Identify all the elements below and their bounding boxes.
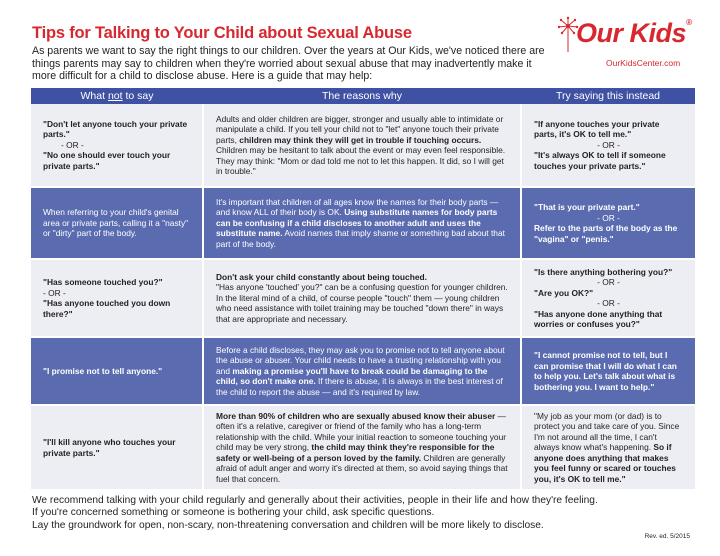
page-title: Tips for Talking to Your Child about Sexual Abuse [32, 24, 412, 42]
footer-text [32, 495, 692, 532]
cell-try-instead [521, 104, 695, 187]
quote-text: "Has someone touched you?" [43, 277, 163, 287]
reason-emphasis: children may think they will get in trouble if touching occurs. [239, 134, 482, 145]
or-divider: - OR - [597, 139, 620, 150]
reason-text: Children may be hesitant to talk about the event or may even feel responsible. They may think: "Mom or dad told me not to let this happen. It did, so I will get in trouble." [216, 145, 506, 176]
or-divider: - OR - [597, 277, 620, 287]
reason-emphasis: Don't ask your child constantly about being touched. [216, 271, 427, 282]
quote-text: "No one should ever touch your private parts." [43, 150, 171, 171]
table-header-row [31, 88, 695, 104]
cell-reason [203, 337, 521, 405]
cell-try-instead [521, 405, 695, 490]
cell-try-instead [521, 337, 695, 405]
cell-what-not-to-say [31, 104, 203, 187]
or-divider: - OR - [43, 287, 66, 298]
logo-url-link[interactable]: OurKidsCenter.com [606, 58, 681, 68]
header [32, 24, 552, 83]
cell-reason [203, 104, 521, 187]
reason-emphasis: More than 90% of children who are sexually abused know their abuser [216, 410, 496, 421]
reason-emphasis: the child may think they're responsible for the safety or well-being of a person loved by the family. [216, 442, 495, 463]
footer-line: If you're concerned something or someone is bothering your child, ask specific questions. [32, 507, 435, 519]
cell-reason [203, 259, 521, 337]
reason-text: Before a child discloses, they may ask you to promise not to tell anyone about the abuse or abuser. Your child needs to have a trusting relationship with you and [216, 344, 505, 376]
suggestion-text: "Is there anything bothering you?" [534, 266, 673, 277]
registered-mark: ® [686, 18, 692, 27]
cell-try-instead [521, 259, 695, 337]
reason-text: If there is abuse, it is always in the best interest of the child to report the abuse — and it's required by law. [216, 376, 503, 397]
header-what-not-to-say [31, 88, 203, 104]
logo-word-text: Our Kids [576, 18, 687, 48]
suggestion-text: "I cannot promise not to tell, but I can promise that I will do what I can to help you. Let's talk about what is bothering you. I want to help." [534, 350, 677, 392]
quote-text: When referring to your child's genital area or private parts, calling it a "nasty" or "dirty" part of the body. [43, 207, 189, 239]
suggestion-text: "My job as your mom (or dad) is to protect you and take care of you. Since I'm not around all the time, I can't always know what's happening. [534, 410, 680, 453]
reason-text: It's important that children of all ages know the names for their body parts — and know ALL of their body is OK. [216, 196, 499, 218]
header-try-instead: Try saying this instead [521, 88, 695, 104]
cell-what-not-to-say [31, 405, 203, 490]
quote-text: "I'll kill anyone who touches your private parts." [43, 437, 176, 458]
table-row [31, 405, 695, 490]
intro-paragraph: As parents we want to say the right things to our children. Over the years at Our Kids, we've noticed there are things parents may say to children when they're worried about sexual abuse that may inadvertently make it more difficult for a child to disclose abuse. Here is a guide that may help: [32, 45, 545, 83]
header-suffix: to say [122, 90, 154, 102]
suggestion-text: "Are you OK?" [534, 287, 594, 298]
table-row [31, 337, 695, 405]
reason-text: Avoid names that imply shame or something bad about that part of the body. [216, 228, 505, 249]
header-reasons-why: The reasons why [203, 88, 521, 104]
reason-text: "Has anyone 'touched' you?" can be a confusing question for younger children. In the literal mind of a child, of course people "touch" them — young children who need assistance with toilet training may be touched "down there" in ways that are appropriate and necessary. [216, 282, 508, 324]
revision-note: Rev. ed. 5/2015 [644, 533, 690, 540]
footer-line: Lay the groundwork for open, non-scary, non-threatening conversation and children will be more likely to disclose. [32, 519, 544, 531]
table-row [31, 104, 695, 187]
quote-text: "Don't let anyone touch your private parts." [43, 118, 188, 140]
reason-text: Children are generally afraid of adult anger and worry it's directed at them, so avoid saying things that fuel that concern. [216, 452, 508, 484]
header-prefix: What [80, 90, 108, 102]
or-divider: - OR - [597, 212, 620, 223]
or-divider: - OR - [597, 298, 620, 308]
suggestion-text: "If anyone touches your private parts, it's OK to tell me." [534, 118, 660, 140]
suggestion-text: "Has anyone done anything that worries or confuses you?" [534, 308, 663, 329]
or-divider: - OR - [61, 139, 84, 150]
footer-line: We recommend talking with your child regularly and generally about their activities, people in their life and how they're feeling. [32, 495, 598, 506]
cell-what-not-to-say [31, 259, 203, 337]
cell-reason [203, 187, 521, 259]
reason-text: — often it's a relative, caregiver or friend of the family who has a long-term relationship with the child. While your initial reaction to someone touching your child may be very strong, [216, 410, 507, 453]
cell-try-instead [521, 187, 695, 259]
reason-emphasis: Using substitute names for body parts can be confusing if a child discloses to another adult and uses the substitute name. [216, 207, 498, 239]
cell-what-not-to-say [31, 337, 203, 405]
suggestion-emphasis: So if anyone does anything that makes you feel funny or scared or touches you, it's OK to tell me." [534, 442, 676, 484]
suggestion-text: "That is your private part." [534, 202, 640, 212]
cell-what-not-to-say [31, 187, 203, 259]
reason-text: Adults and older children are bigger, stronger and usually able to intimidate or manipulate a child. If you tell your child not to "let" anyone touch their private parts, [216, 113, 504, 145]
suggestion-text: "It's always OK to tell if someone touches your private parts." [534, 150, 666, 171]
table-row [31, 259, 695, 337]
tips-table [31, 88, 695, 491]
logo-wordmark [576, 18, 691, 49]
suggestion-text: Refer to the parts of the body as the "vagina" or "penis." [534, 223, 678, 244]
quote-text: "Has anyone touched you down there?" [43, 298, 171, 319]
header-not-underlined: not [107, 90, 123, 102]
cell-reason [203, 405, 521, 490]
our-kids-logo[interactable] [556, 16, 706, 74]
quote-text: "I promise not to tell anyone." [43, 365, 163, 376]
reason-emphasis: making a promise you'll have to break could be damaging to the child, so don't make one. [216, 365, 488, 387]
table-row [31, 187, 695, 259]
